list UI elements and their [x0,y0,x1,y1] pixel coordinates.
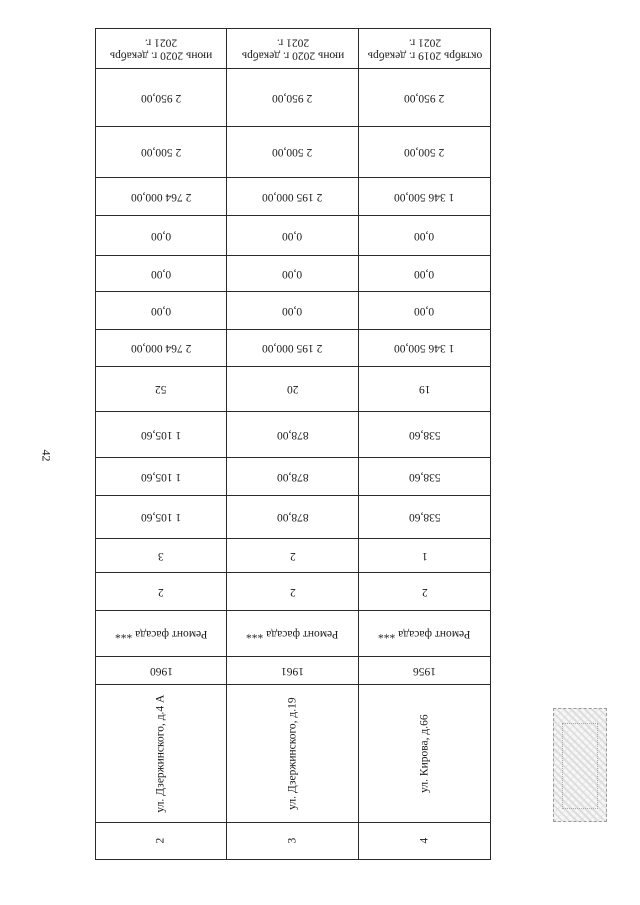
page-number: 42 [39,449,54,462]
area-cell: 878,00 [227,412,359,458]
floors-cell: 2 [227,539,359,573]
build-year-cell: 1960 [96,657,227,685]
cost-limit-cell: 2 950,00 [96,69,227,127]
unit-cost-cell: 2 500,00 [96,127,227,178]
address-cell: ул. Кирова, д.66 [359,685,491,823]
amount-cell: 0,00 [96,216,227,256]
address-cell: ул. Дзержинского, д.19 [227,685,359,823]
row-number-cell: 3 [227,823,359,860]
total-cost-cell: 2 764 000,00 [96,178,227,216]
area-cell: 538,60 [359,496,491,539]
stamp-image [553,708,607,822]
cost-limit-cell: 2 950,00 [359,69,491,127]
amount-cell: 0,00 [227,256,359,292]
row-number-cell: 2 [96,823,227,860]
amount-cell: 0,00 [227,292,359,330]
amount-cell: 2 195 000,00 [227,330,359,367]
amount-cell: 0,00 [227,216,359,256]
area-cell: 538,60 [359,412,491,458]
entrances-cell: 2 [96,573,227,611]
unit-cost-cell: 2 500,00 [227,127,359,178]
area-cell: 538,60 [359,458,491,496]
floors-cell: 3 [96,539,227,573]
floors-cell: 1 [359,539,491,573]
amount-cell: 0,00 [96,256,227,292]
work-type-cell: Ремонт фасада *** [96,611,227,657]
area-cell: 1 105,60 [96,412,227,458]
area-cell: 878,00 [227,496,359,539]
unit-cost-cell: 2 500,00 [359,127,491,178]
amount-cell: 0,00 [359,256,491,292]
entrances-cell: 2 [227,573,359,611]
area-cell: 1 105,60 [96,458,227,496]
repair-schedule-table [95,28,490,859]
cost-limit-cell: 2 950,00 [227,69,359,127]
build-year-cell: 1956 [359,657,491,685]
work-type-cell: Ремонт фасада *** [227,611,359,657]
period-cell: октябрь 2019 г. декабрь 2021 г. [359,29,491,69]
area-cell: 1 105,60 [96,496,227,539]
period-cell: июнь 2020 г. декабрь 2021 г. [227,29,359,69]
amount-cell: 0,00 [359,216,491,256]
residents-count-cell: 52 [96,367,227,412]
address-cell: ул. Дзержинского, д.4 А [96,685,227,823]
build-year-cell: 1961 [227,657,359,685]
residents-count-cell: 19 [359,367,491,412]
amount-cell: 0,00 [359,292,491,330]
work-type-cell: Ремонт фасада *** [359,611,491,657]
residents-count-cell: 20 [227,367,359,412]
total-cost-cell: 1 346 500,00 [359,178,491,216]
amount-cell: 0,00 [96,292,227,330]
entrances-cell: 2 [359,573,491,611]
amount-cell: 2 764 000,00 [96,330,227,367]
total-cost-cell: 2 195 000,00 [227,178,359,216]
area-cell: 878,00 [227,458,359,496]
period-cell: июнь 2020 г. декабрь 2021 г. [96,29,227,69]
amount-cell: 1 346 500,00 [359,330,491,367]
row-number-cell: 4 [359,823,491,860]
